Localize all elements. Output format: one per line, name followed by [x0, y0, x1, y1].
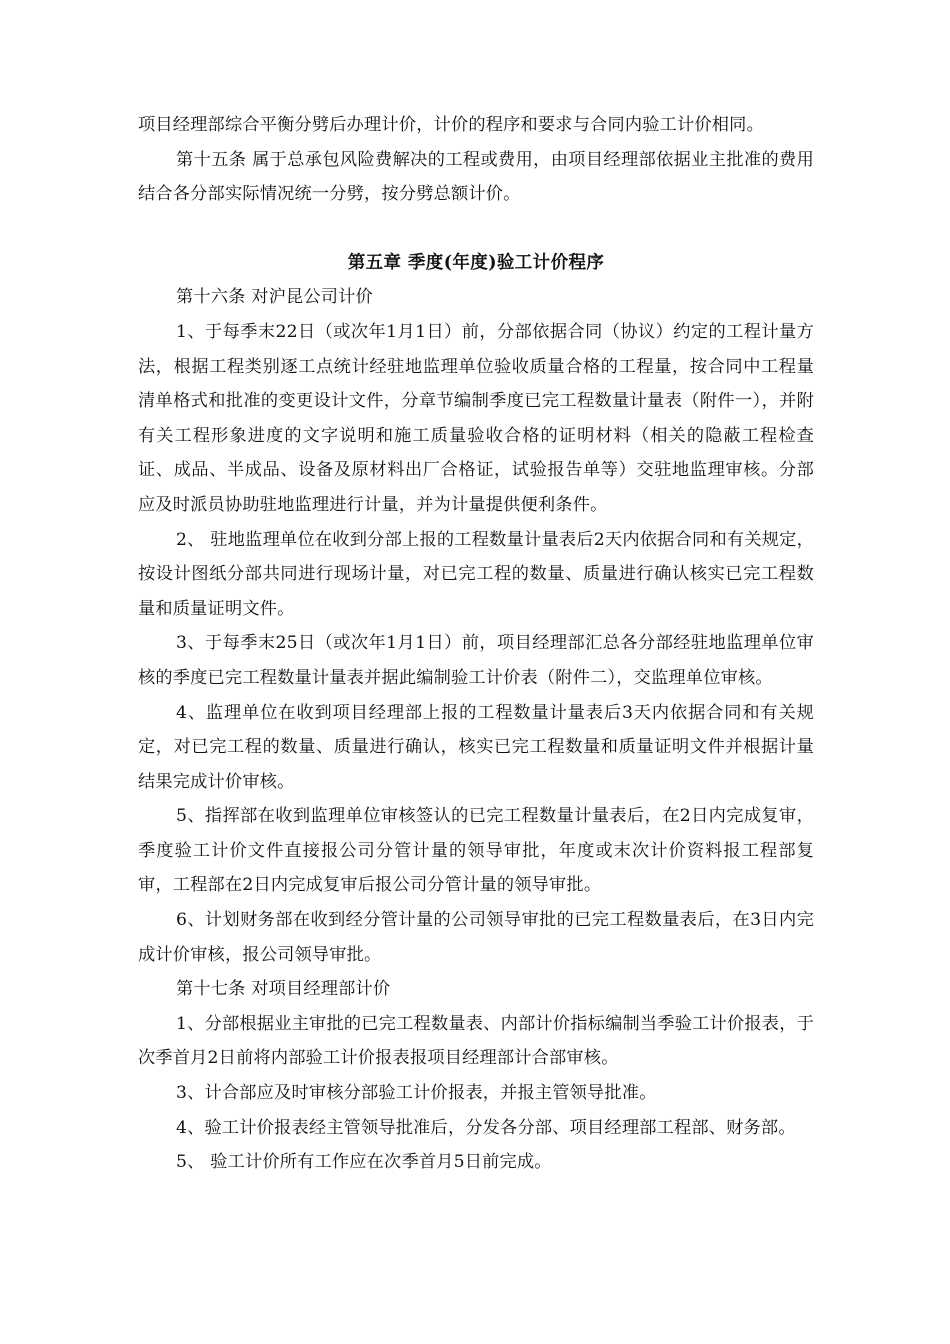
article-17-item-3: 3、计合部应及时审核分部验工计价报表，并报主管领导批准。 — [176, 1083, 657, 1104]
article-16-item-4: 4、监理单位在收到项目经理部上报的工程数量计量表后3天内依据合同和有关规定，对已完工程的数量、质量进行确认，核实已完工程数量和质量证明文件并根据计量结果完成计价审核。 — [138, 702, 814, 792]
article-15: 第十五条 属于总承包风险费解决的工程或费用，由项目经理部依据业主批准的费用结合各分部实际情况统一分劈，按分劈总额计价。 — [138, 149, 814, 205]
article-17-heading: 第十七条 对项目经理部计价 — [176, 979, 391, 1000]
article-17-item-1: 1、分部根据业主审批的已完工程数量表、内部计价指标编制当季验工计价报表，于次季首月2日前将内部验工计价报表报项目经理部计合部审核。 — [138, 1013, 814, 1069]
article-17-item-4: 4、验工计价报表经主管领导批准后，分发各分部、项目经理部工程部、财务部。 — [176, 1117, 796, 1138]
article-16-item-2: 2、 驻地监理单位在收到分部上报的工程数量计量表后2天内依据合同和有关规定，按设计图纸分部共同进行现场计量，对已完工程的数量、质量进行确认核实已完工程数量和质量证明文件。 — [138, 529, 814, 619]
chapter-title: 第五章 季度(年度)验工计价程序 — [347, 252, 605, 273]
article-16-item-5: 5、指挥部在收到监理单位审核签认的已完工程数量计量表后，在2日内完成复审，季度验工计价文件直接报公司分管计量的领导审批，年度或末次计价资料报工程部复审，工程部在2日内完成复审后报公司分管计量的领导审批。 — [138, 806, 814, 896]
article-16-item-3: 3、于每季末25日（或次年1月1日）前，项目经理部汇总各分部经驻地监理单位审核的季度已完工程数量计量表并据此编制验工计价表（附件二），交监理单位审核。 — [138, 633, 814, 688]
article-17-item-5: 5、 验工计价所有工作应在次季首月5日前完成。 — [176, 1152, 552, 1173]
article-16-heading: 第十六条 对沪昆公司计价 — [176, 287, 373, 308]
article-16-item-6: 6、计划财务部在收到经分管计量的公司领导审批的已完工程数量表后，在3日内完成计价审核，报公司领导审批。 — [138, 910, 814, 965]
document-body — [138, 108, 814, 1180]
article-16-item-1: 1、于每季末22日（或次年1月1日）前，分部依据合同（协议）约定的工程计量方法，根据工程类别逐工点统计经驻地监理单位验收质量合格的工程量，按合同中工程量清单格式和批准的变更设计文件，分章节编制季度已完工程数量计量表（附件一），并附有关工程形象进度的文字说明和施工质量验收合格的证明材料（相关的隐蔽工程检查证、成品、半成品、设备及原材料出厂合格证，试验报告单等）交驻地监理审核。分部应及时派员协助驻地监理进行计量，并为计量提供便利条件。 — [138, 321, 814, 515]
paragraph-continuation: 项目经理部综合平衡分劈后办理计价，计价的程序和要求与合同内验工计价相同。 — [138, 115, 764, 135]
